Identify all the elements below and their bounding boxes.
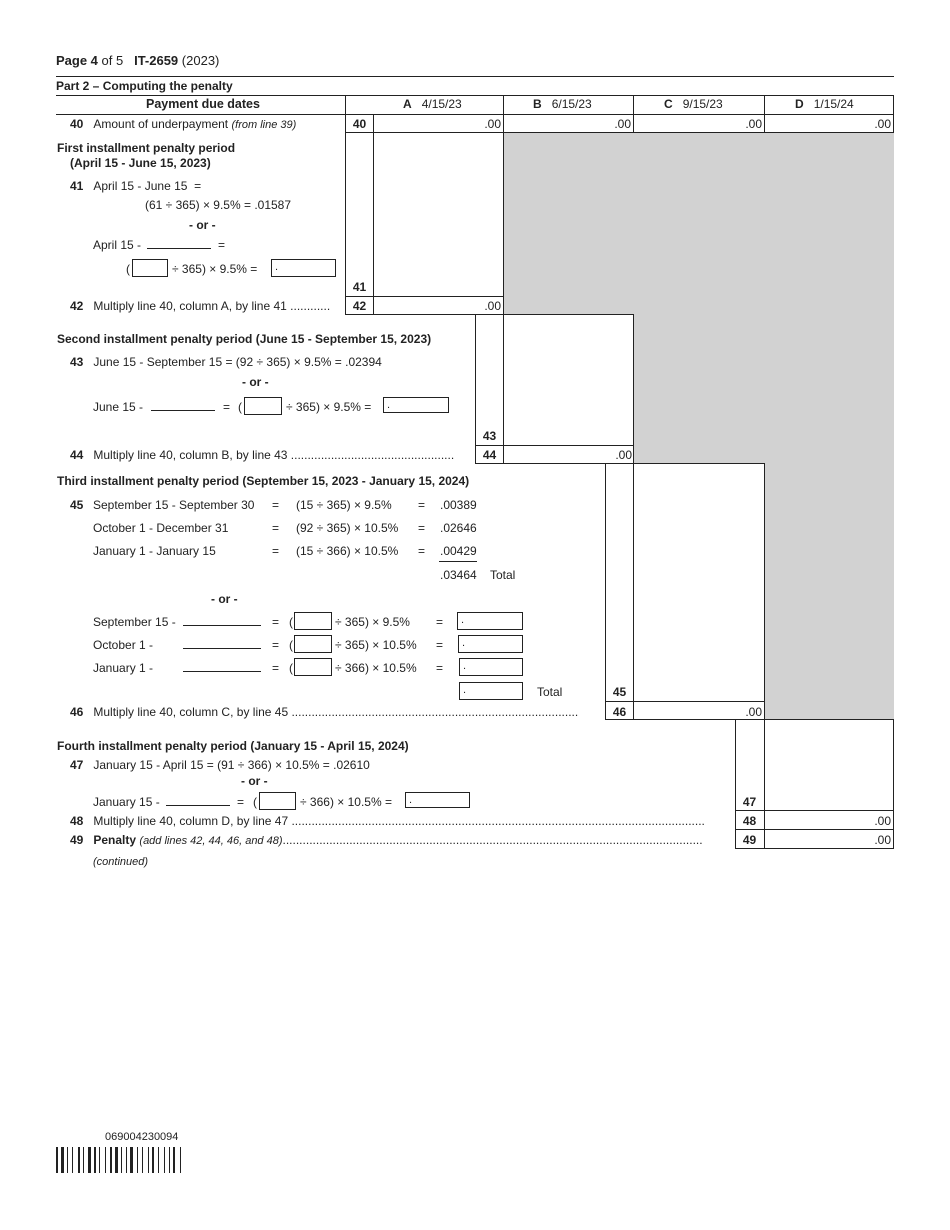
first-alt-label: April 15 -: [93, 238, 142, 252]
first-period-dates: (April 15 - June 15, 2023): [70, 156, 211, 170]
line-44-amount[interactable]: .00: [615, 448, 632, 462]
third-or: - or -: [211, 592, 238, 606]
barcode-bar: [158, 1147, 159, 1173]
second-days-box[interactable]: [244, 397, 282, 415]
fourth-alt-label: January 15 -: [93, 795, 160, 809]
fourth-or: - or -: [241, 774, 268, 788]
barcode-bar: [180, 1147, 181, 1173]
second-period-title: Second installment penalty period (June 15 - September 15, 2023): [57, 332, 432, 346]
first-alt-date-blank[interactable]: [147, 248, 211, 249]
line-43-label: 43 June 15 - September 15 = (92 ÷ 365) × 9.5% = .02394: [70, 355, 382, 369]
barcode-bar: [126, 1147, 127, 1173]
line-44-box-num: 44: [482, 448, 497, 462]
part-title: Part 2 – Computing the penalty: [56, 79, 233, 93]
form-id: IT-2659: [134, 53, 179, 68]
line-46-label: 46 Multiply line 40, column C, by line 45 ......................................................................................: [70, 705, 579, 719]
second-or: - or -: [242, 375, 269, 389]
first-rate-box[interactable]: .: [271, 259, 336, 277]
line-48-box-num: 48: [742, 814, 757, 828]
third-row-1-label: September 15 - September 30: [93, 498, 255, 512]
third-row-3-label: January 1 - January 15: [93, 544, 216, 558]
line-40-col-a[interactable]: .00: [484, 117, 501, 131]
line-47-label: 47 January 15 - April 15 = (91 ÷ 366) × 10.5% = .02610: [70, 758, 370, 772]
barcode-number: 069004230094: [105, 1131, 179, 1143]
third-row-2-value: .02646: [440, 521, 477, 535]
third-row-2-label: October 1 - December 31: [93, 521, 229, 535]
line-42-box-num: 42: [352, 299, 367, 313]
line-40-col-b[interactable]: .00: [614, 117, 631, 131]
form-year: (2023): [181, 53, 220, 68]
third-row-3-formula: (15 ÷ 366) × 10.5%: [296, 544, 399, 558]
line-41-label: 41 April 15 - June 15 =: [70, 179, 202, 193]
line-40-col-c[interactable]: .00: [745, 117, 762, 131]
columns-top-rule: [56, 95, 894, 96]
barcode-bar: [61, 1147, 64, 1173]
line-45-box-num: 45: [612, 685, 627, 699]
third-total-box[interactable]: .: [459, 682, 523, 700]
continued-note: (continued): [93, 856, 149, 868]
second-rate-box[interactable]: .: [383, 397, 449, 413]
barcode-bar: [78, 1147, 80, 1173]
fourth-days-box[interactable]: [259, 792, 296, 810]
third-sum-value: .03464: [440, 568, 477, 582]
barcode-bar: [56, 1147, 58, 1173]
shade-block-2: [634, 314, 894, 464]
line-41-box-num: 41: [352, 280, 367, 294]
third-alt-3-days-box[interactable]: [294, 658, 332, 676]
barcode-bar: [164, 1147, 165, 1173]
barcode-bar: [173, 1147, 175, 1173]
page-label: Page 4: [56, 53, 98, 68]
barcode-bar: [169, 1147, 170, 1173]
col-d-header: D 1/15/24: [795, 97, 854, 111]
line-43-box-num: 43: [482, 429, 497, 443]
second-alt-date-blank[interactable]: [151, 410, 215, 411]
third-alt-2-label: October 1 -: [93, 638, 154, 652]
third-alt-1-blank[interactable]: [183, 625, 261, 626]
third-alt-2-rate-box[interactable]: .: [458, 635, 523, 653]
second-alt-label: June 15 -: [93, 400, 144, 414]
barcode-bar: [105, 1147, 106, 1173]
barcode-bar: [83, 1147, 84, 1173]
line-41-formula: (61 ÷ 365) × 9.5% = .01587: [145, 198, 292, 212]
line-48-amount[interactable]: .00: [874, 814, 891, 828]
col-c-header: C 9/15/23: [664, 97, 723, 111]
barcode-bar: [152, 1147, 154, 1173]
line-46-amount[interactable]: .00: [745, 705, 762, 719]
col-b-header: B 6/15/23: [533, 97, 592, 111]
line-42-label: 42 Multiply line 40, column A, by line 41 ............: [70, 299, 331, 313]
line-40-box-num: 40: [352, 117, 367, 131]
barcode-bar: [130, 1147, 133, 1173]
line-40-col-d[interactable]: .00: [874, 117, 891, 131]
due-dates-label: Payment due dates: [146, 97, 260, 111]
third-alt-3-rate-box[interactable]: .: [459, 658, 523, 676]
third-row-1-formula: (15 ÷ 365) × 9.5%: [296, 498, 392, 512]
barcode-bar: [94, 1147, 96, 1173]
line-45-num: 45: [70, 498, 84, 512]
line-40: 40 Amount of underpayment (from line 39): [70, 117, 297, 131]
barcode-bar: [121, 1147, 122, 1173]
first-days-box[interactable]: [132, 259, 168, 277]
third-row-1-value: .00389: [440, 498, 477, 512]
header-rule: [56, 76, 894, 77]
line-48-label: 48 Multiply line 40, column D, by line 47 ............................................................................................................................: [70, 814, 705, 828]
shade-block-3: [765, 464, 894, 719]
fourth-alt-date-blank[interactable]: [166, 805, 230, 806]
line-49-box-num: 49: [742, 833, 757, 847]
shade-block-1: [504, 133, 894, 314]
page-of: of 5: [101, 53, 124, 68]
line-47-box-num: 47: [742, 795, 757, 809]
barcode-bar: [142, 1147, 143, 1173]
barcode-bar: [110, 1147, 112, 1173]
line-46-box-num: 46: [612, 705, 627, 719]
line-49-label: 49 Penalty (add lines 42, 44, 46, and 48)..............................................................................................................................: [70, 833, 703, 847]
barcode-bar: [137, 1147, 138, 1173]
fourth-rate-box[interactable]: .: [405, 792, 470, 808]
barcode-bar: [148, 1147, 149, 1173]
third-row-2-formula: (92 ÷ 365) × 10.5%: [296, 521, 399, 535]
first-period-title: First installment penalty period: [57, 141, 236, 155]
third-alt-2-days-box[interactable]: [294, 635, 332, 653]
line-49-penalty-amount[interactable]: .00: [874, 833, 891, 847]
line-42-amount[interactable]: .00: [484, 299, 501, 313]
barcode-bar: [115, 1147, 118, 1173]
barcode-bar: [88, 1147, 91, 1173]
third-alt-3-blank[interactable]: [183, 671, 261, 672]
third-period-title: Third installment penalty period (September 15, 2023 - January 15, 2024): [57, 474, 470, 488]
line-44-label: 44 Multiply line 40, column B, by line 43 .................................................: [70, 448, 455, 462]
third-alt-1-label: September 15 -: [93, 615, 176, 629]
col-a-header: A 4/15/23: [403, 97, 462, 111]
barcode-bar: [67, 1147, 68, 1173]
third-alt-2-blank[interactable]: [183, 648, 261, 649]
third-alt-1-rate-box[interactable]: .: [457, 612, 523, 630]
fourth-period-title: Fourth installment penalty period (January 15 - April 15, 2024): [57, 739, 409, 753]
first-or: - or -: [189, 218, 216, 232]
third-alt-1-days-box[interactable]: [294, 612, 332, 630]
third-row-3-value: .00429: [440, 544, 477, 558]
barcode-bar: [72, 1147, 73, 1173]
barcode-bar: [99, 1147, 100, 1173]
page-header: [56, 53, 219, 68]
third-alt-3-label: January 1 -: [93, 661, 154, 675]
